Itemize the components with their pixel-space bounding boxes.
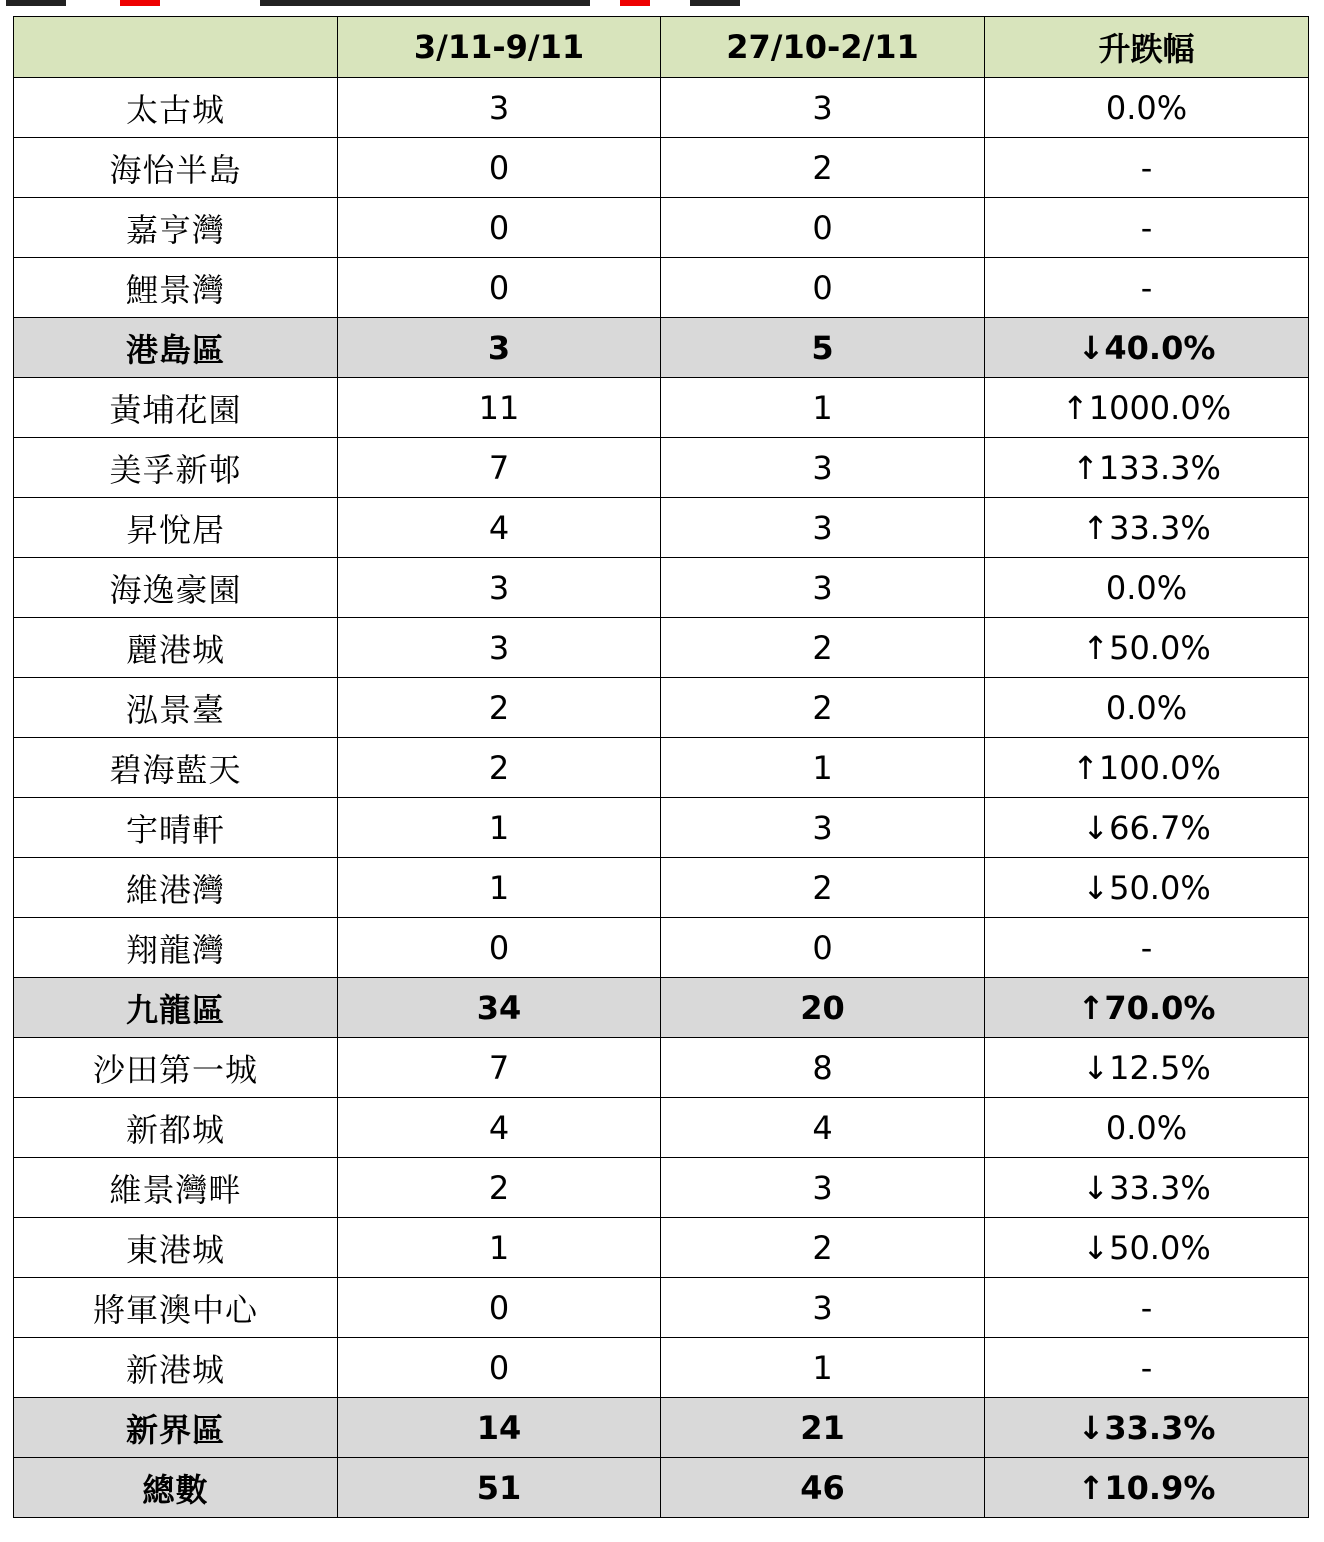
- estate-name-cell: 九龍區: [14, 978, 338, 1038]
- previous-count-cell: 8: [661, 1038, 985, 1098]
- change-cell: ↓50.0%: [985, 1218, 1309, 1278]
- estate-name-cell: 麗港城: [14, 618, 338, 678]
- change-cell: ↓33.3%: [985, 1398, 1309, 1458]
- change-cell: ↑50.0%: [985, 618, 1309, 678]
- previous-count-cell: 3: [661, 498, 985, 558]
- caption-fragment: [260, 0, 590, 6]
- current-count-cell: 0: [338, 918, 661, 978]
- table-row: [14, 618, 1309, 678]
- caption-fragment: [6, 0, 66, 6]
- change-cell: ↓33.3%: [985, 1158, 1309, 1218]
- current-count-cell: 34: [338, 978, 661, 1038]
- current-count-cell: 1: [338, 858, 661, 918]
- table-row: [14, 258, 1309, 318]
- current-count-cell: 1: [338, 1218, 661, 1278]
- estate-name-cell: 昇悅居: [14, 498, 338, 558]
- caption-fragment: [690, 0, 740, 6]
- estate-name-cell: 泓景臺: [14, 678, 338, 738]
- current-count-cell: 4: [338, 498, 661, 558]
- estate-name-cell: 維港灣: [14, 858, 338, 918]
- estate-name-cell: 太古城: [14, 78, 338, 138]
- change-cell: ↑1000.0%: [985, 378, 1309, 438]
- table-row: [14, 198, 1309, 258]
- current-count-cell: 2: [338, 678, 661, 738]
- table-body: [14, 78, 1309, 1518]
- estate-name-cell: 宇晴軒: [14, 798, 338, 858]
- previous-count-cell: 2: [661, 138, 985, 198]
- estate-name-cell: 東港城: [14, 1218, 338, 1278]
- change-cell: -: [985, 198, 1309, 258]
- change-cell: ↓12.5%: [985, 1038, 1309, 1098]
- current-count-cell: 7: [338, 438, 661, 498]
- estate-name-cell: 嘉亨灣: [14, 198, 338, 258]
- table-row: [14, 1218, 1309, 1278]
- change-cell: -: [985, 918, 1309, 978]
- estate-name-cell: 美孚新邨: [14, 438, 338, 498]
- table-row: [14, 138, 1309, 198]
- current-count-cell: 4: [338, 1098, 661, 1158]
- subtotal-row: [14, 318, 1309, 378]
- estate-name-cell: 海怡半島: [14, 138, 338, 198]
- current-count-cell: 11: [338, 378, 661, 438]
- table-row: [14, 798, 1309, 858]
- change-cell: 0.0%: [985, 1098, 1309, 1158]
- header-cell-change: 升跌幅: [985, 17, 1309, 78]
- previous-count-cell: 3: [661, 1278, 985, 1338]
- change-cell: -: [985, 258, 1309, 318]
- previous-count-cell: 21: [661, 1398, 985, 1458]
- table-row: [14, 1038, 1309, 1098]
- previous-count-cell: 5: [661, 318, 985, 378]
- current-count-cell: 2: [338, 1158, 661, 1218]
- current-count-cell: 0: [338, 198, 661, 258]
- table-row: [14, 558, 1309, 618]
- table-row: [14, 498, 1309, 558]
- previous-count-cell: 1: [661, 738, 985, 798]
- estate-name-cell: 黃埔花園: [14, 378, 338, 438]
- change-cell: ↓40.0%: [985, 318, 1309, 378]
- estate-name-cell: 總數: [14, 1458, 338, 1518]
- current-count-cell: 0: [338, 1278, 661, 1338]
- change-cell: 0.0%: [985, 558, 1309, 618]
- change-cell: 0.0%: [985, 78, 1309, 138]
- estate-name-cell: 港島區: [14, 318, 338, 378]
- previous-count-cell: 0: [661, 198, 985, 258]
- current-count-cell: 3: [338, 318, 661, 378]
- table-row: [14, 1158, 1309, 1218]
- current-count-cell: 0: [338, 138, 661, 198]
- estate-name-cell: 維景灣畔: [14, 1158, 338, 1218]
- table-row: [14, 78, 1309, 138]
- table-row: [14, 678, 1309, 738]
- previous-count-cell: 3: [661, 1158, 985, 1218]
- table-row: [14, 858, 1309, 918]
- previous-count-cell: 4: [661, 1098, 985, 1158]
- cropped-caption-strip: [0, 0, 1324, 10]
- change-cell: -: [985, 1338, 1309, 1398]
- table-row: [14, 1338, 1309, 1398]
- change-cell: ↑100.0%: [985, 738, 1309, 798]
- subtotal-row: [14, 1458, 1309, 1518]
- estate-name-cell: 新界區: [14, 1398, 338, 1458]
- caption-fragment: [120, 0, 160, 6]
- header-cell-previous-week: 27/10-2/11: [661, 17, 985, 78]
- current-count-cell: 3: [338, 618, 661, 678]
- table-row: [14, 438, 1309, 498]
- current-count-cell: 7: [338, 1038, 661, 1098]
- table-row: [14, 1278, 1309, 1338]
- previous-count-cell: 3: [661, 558, 985, 618]
- estate-name-cell: 新都城: [14, 1098, 338, 1158]
- previous-count-cell: 3: [661, 438, 985, 498]
- transactions-table: [13, 16, 1309, 1518]
- estate-name-cell: 新港城: [14, 1338, 338, 1398]
- current-count-cell: 2: [338, 738, 661, 798]
- change-cell: ↑10.9%: [985, 1458, 1309, 1518]
- change-cell: ↑133.3%: [985, 438, 1309, 498]
- change-cell: ↑70.0%: [985, 978, 1309, 1038]
- previous-count-cell: 2: [661, 858, 985, 918]
- header-cell-estate: [14, 17, 338, 78]
- previous-count-cell: 2: [661, 1218, 985, 1278]
- previous-count-cell: 46: [661, 1458, 985, 1518]
- change-cell: -: [985, 1278, 1309, 1338]
- current-count-cell: 51: [338, 1458, 661, 1518]
- estate-name-cell: 將軍澳中心: [14, 1278, 338, 1338]
- change-cell: ↓66.7%: [985, 798, 1309, 858]
- estate-name-cell: 碧海藍天: [14, 738, 338, 798]
- change-cell: -: [985, 138, 1309, 198]
- estate-name-cell: 沙田第一城: [14, 1038, 338, 1098]
- table-row: [14, 738, 1309, 798]
- previous-count-cell: 2: [661, 618, 985, 678]
- previous-count-cell: 3: [661, 798, 985, 858]
- previous-count-cell: 3: [661, 78, 985, 138]
- caption-fragment: [620, 0, 650, 6]
- previous-count-cell: 0: [661, 258, 985, 318]
- subtotal-row: [14, 1398, 1309, 1458]
- current-count-cell: 3: [338, 558, 661, 618]
- current-count-cell: 3: [338, 78, 661, 138]
- previous-count-cell: 1: [661, 378, 985, 438]
- change-cell: ↑33.3%: [985, 498, 1309, 558]
- previous-count-cell: 1: [661, 1338, 985, 1398]
- header-row: [14, 17, 1309, 78]
- estate-name-cell: 鯉景灣: [14, 258, 338, 318]
- change-cell: 0.0%: [985, 678, 1309, 738]
- previous-count-cell: 0: [661, 918, 985, 978]
- table-row: [14, 1098, 1309, 1158]
- current-count-cell: 1: [338, 798, 661, 858]
- estate-name-cell: 翔龍灣: [14, 918, 338, 978]
- table-row: [14, 918, 1309, 978]
- table-row: [14, 378, 1309, 438]
- current-count-cell: 0: [338, 258, 661, 318]
- estate-name-cell: 海逸豪園: [14, 558, 338, 618]
- header-cell-current-week: 3/11-9/11: [338, 17, 661, 78]
- current-count-cell: 0: [338, 1338, 661, 1398]
- change-cell: ↓50.0%: [985, 858, 1309, 918]
- previous-count-cell: 20: [661, 978, 985, 1038]
- current-count-cell: 14: [338, 1398, 661, 1458]
- subtotal-row: [14, 978, 1309, 1038]
- previous-count-cell: 2: [661, 678, 985, 738]
